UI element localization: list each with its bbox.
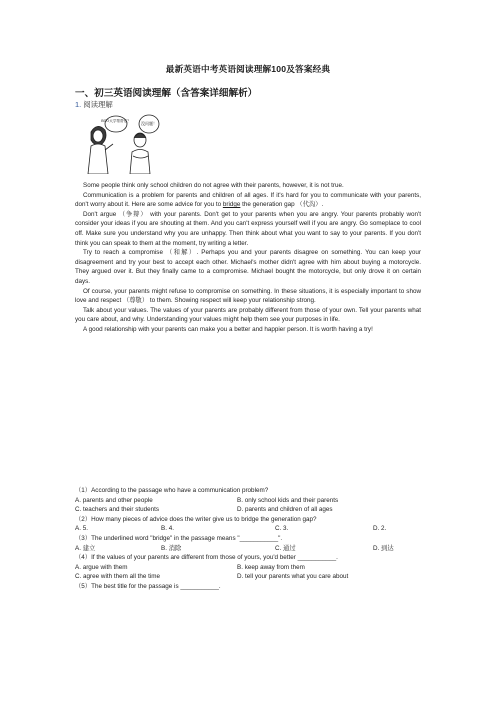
- item-heading: [75, 99, 113, 110]
- section-heading: 一、初三英语阅读理解（含答案详细解析）: [75, 88, 258, 99]
- underlined-word: bridge: [222, 201, 241, 209]
- answer-option: D. 2.: [373, 525, 387, 533]
- document-title: 最新英语中考英语阅读理解100及答案经典: [165, 64, 331, 74]
- answer-option: D. 到达: [373, 544, 394, 552]
- answer-option: B. 4.: [161, 525, 174, 533]
- passage-paragraph: Try to reach a compromise （和解）. Perhaps you and your parents disagree on something. You can keep your disagreement and try your best to accept each other. Michael's mother didn't agree with him about buying a motorcycle. They argued over it. But they finally came to a compromise. Michael bought the motorcycle, but only drove it on certain days.: [75, 249, 421, 285]
- item-number: 1.: [75, 100, 82, 109]
- question-stem: （3）The underlined word "bridge" in the passage means "___________".: [75, 534, 283, 542]
- passage-paragraph: Talk about your values. The values of your parents are probably different from those of your own. Tell your parents what you care about, and why. Understanding your values might help them see your purposes in life.: [75, 306, 421, 324]
- question-stem: （4）If the values of your parents are different from those of yours, you'd better ___________.: [75, 554, 338, 562]
- answer-option: B. only school kids and their parents: [237, 496, 339, 504]
- speech-bubble-right: 没问题！: [141, 121, 157, 126]
- answer-option: B. 消除: [161, 544, 182, 552]
- item-label: 阅读理解: [83, 100, 113, 109]
- answer-option: A. 建立: [75, 544, 96, 552]
- question-stem: （1）According to the passage who have a communication problem?: [75, 487, 269, 494]
- passage-paragraph: Some people think only school children do not agree with their parents, however, it is not true.: [83, 182, 344, 189]
- answer-option: D. parents and children of all ages: [237, 506, 333, 514]
- answer-option: A. argue with them: [75, 563, 128, 571]
- passage-paragraph: A good relationship with your parents can make you a better and happier person. It is worth having a try!: [83, 325, 373, 333]
- answer-option: A. 5.: [75, 525, 88, 533]
- answer-option: D. tell your parents what you care about: [237, 573, 349, 581]
- passage-paragraph: Of course, your parents might refuse to compromise on something. In these situations, it is especially important to show love and respect （尊敬） to them. Showing respect will keep your relationship strong.: [75, 287, 421, 305]
- speech-bubble-left: BOO大学帮帮你？: [101, 119, 131, 123]
- answer-option: B. keep away from them: [237, 563, 305, 571]
- answer-option: C. 3.: [275, 525, 289, 533]
- answer-option: A. parents and other people: [75, 496, 153, 504]
- question-stem: （2）How many pieces of advice does the writer give us to bridge the generation gap?: [75, 515, 317, 523]
- parent-child-illustration: [83, 112, 161, 174]
- passage-paragraph: Don't argue （争辩） with your parents. Don't get to your parents when you are angry. Your parents probably won't consider your ideas if you are shouting at them. And you can't express yourself well if you are angry. Go someplace to cool off. Make sure you understand why you are unhappy. Then think about what you want to say to your parents. If you don't think you can speak to them at the moment, try writing a letter.: [75, 210, 421, 247]
- question-list: [75, 486, 421, 592]
- reading-passage: [75, 181, 421, 335]
- passage-paragraph: Communication is a problem for parents and children of all ages. If it's hard for you to communicate with your parents, don't worry about it. Here are some advice for you to bridge the generation gap （代沟）.: [75, 191, 421, 209]
- answer-option: C. teachers and their students: [75, 506, 160, 514]
- answer-option: C. 通过: [275, 544, 296, 552]
- question-stem: （5）The best title for the passage is ___________.: [75, 582, 221, 590]
- answer-option: C. agree with them all the time: [75, 573, 161, 581]
